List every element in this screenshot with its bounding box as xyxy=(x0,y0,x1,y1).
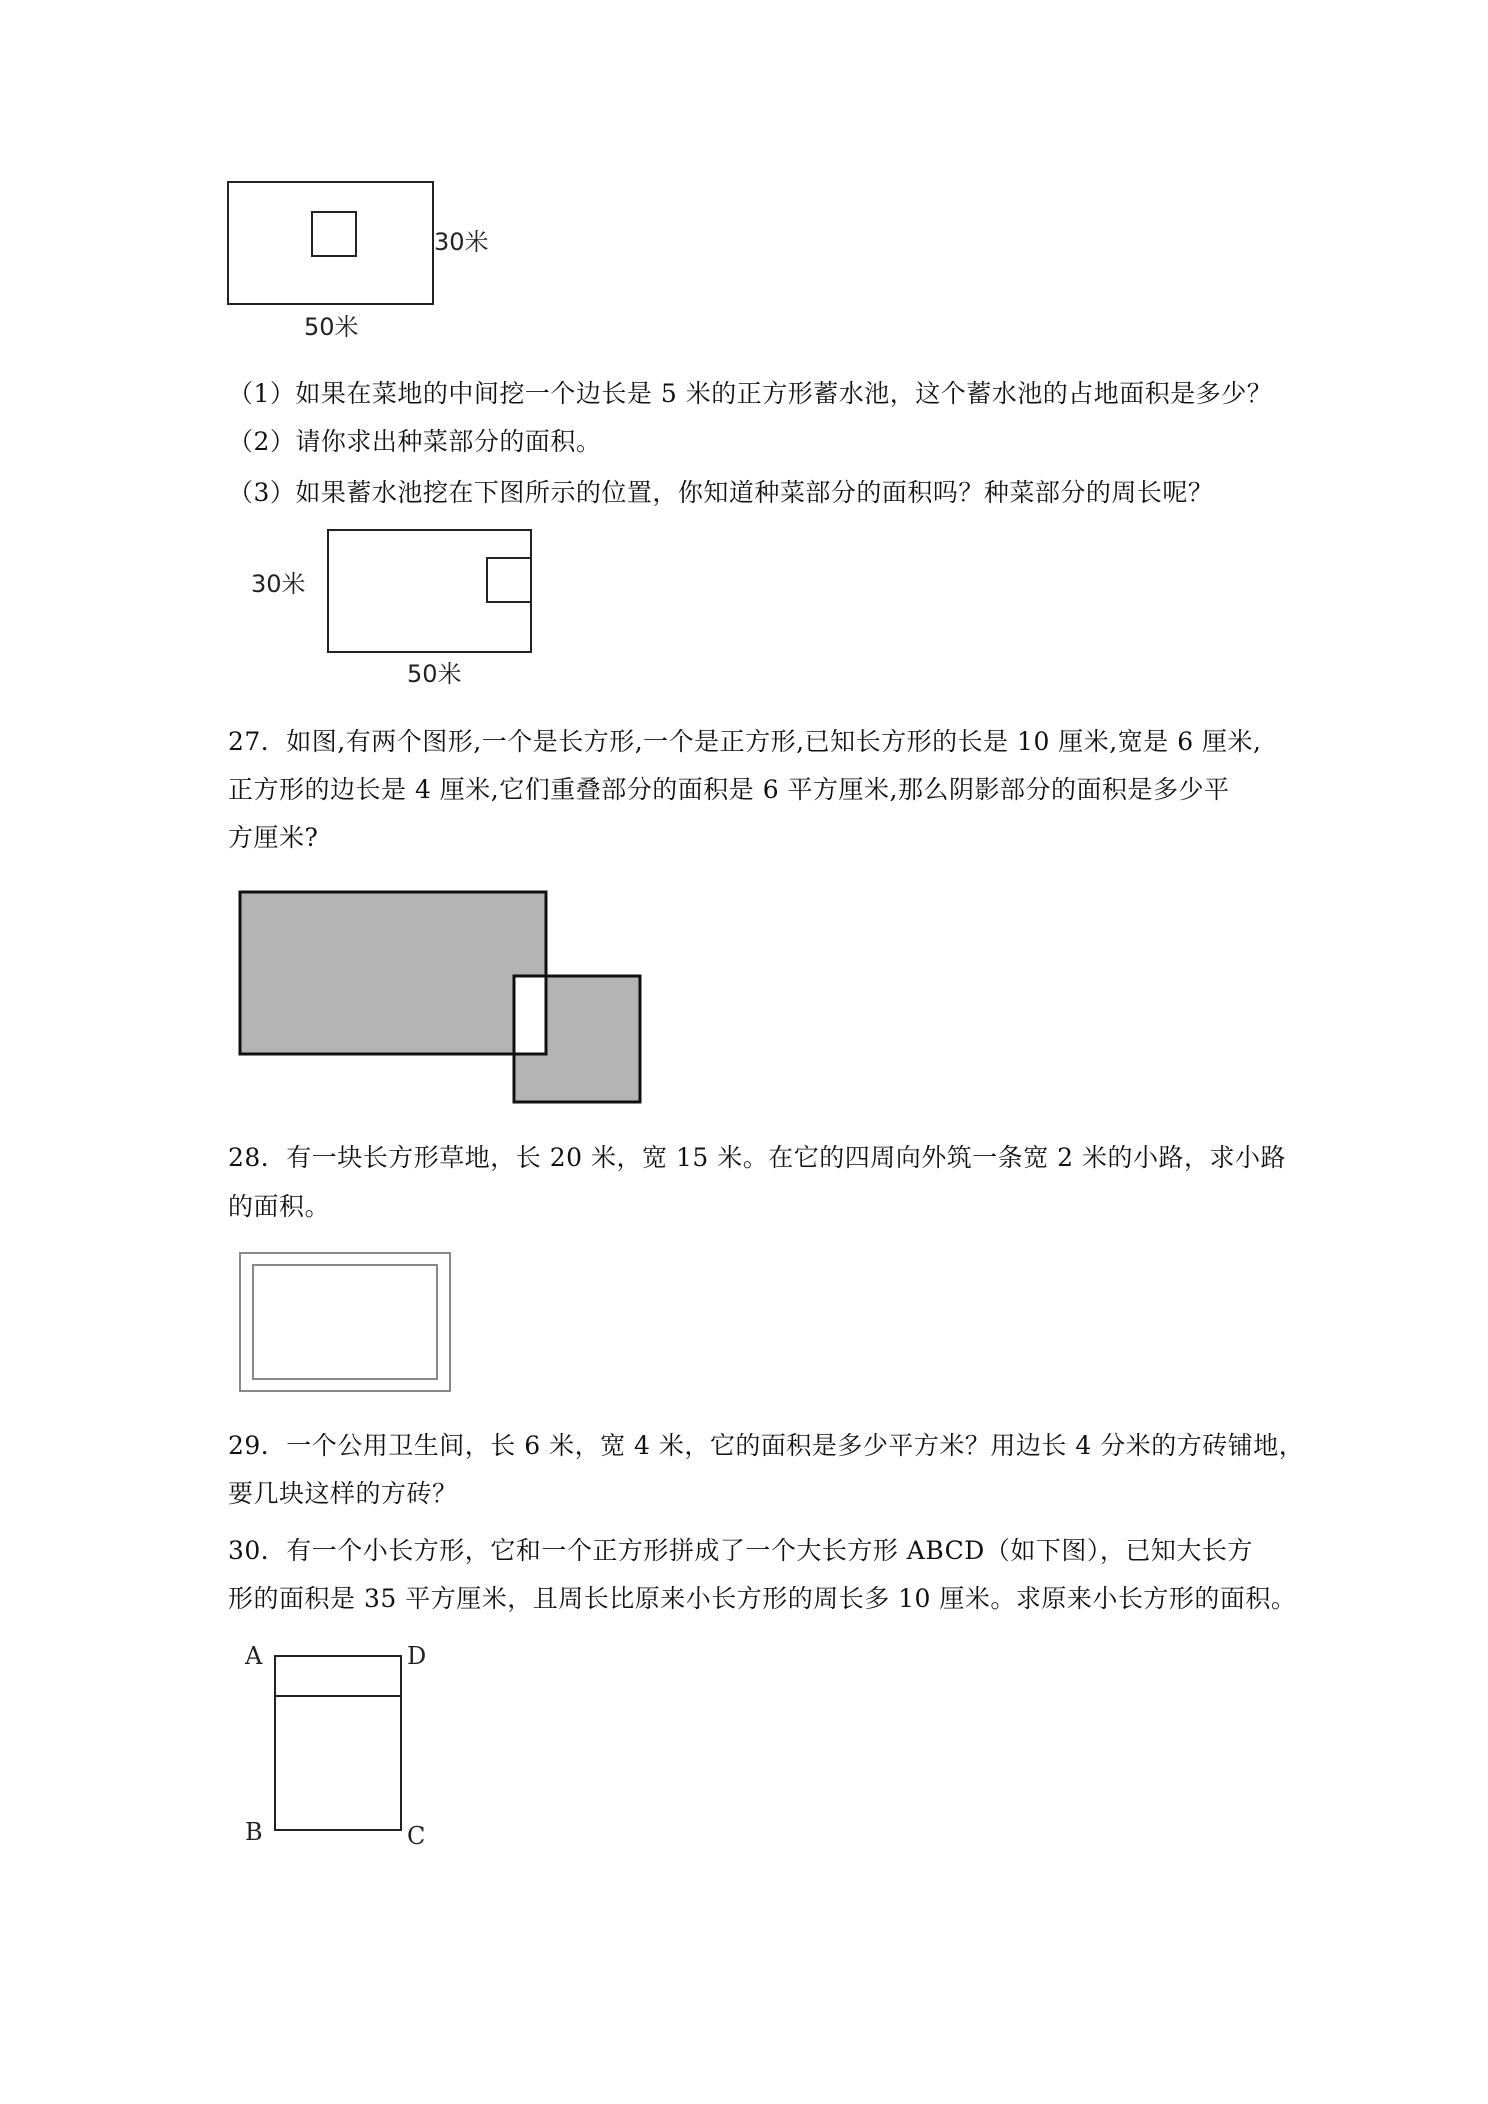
q26-part2: （2）请你求出种菜部分的面积。 xyxy=(228,427,602,456)
q30-line1: 30．有一个小长方形，它和一个正方形拼成了一个大长方形 ABCD（如下图），已知大长方 xyxy=(228,1536,1253,1565)
height-label: 30米 xyxy=(251,570,306,598)
height-label: 30米 xyxy=(434,228,489,256)
corner-label-c: C xyxy=(407,1822,426,1850)
shaded-rectangle xyxy=(240,892,546,1054)
garden-rectangle xyxy=(328,530,531,652)
figure-garden-center-pool xyxy=(220,170,520,345)
q28-line1: 28．有一块长方形草地，长 20 米，宽 15 米。在它的四周向外筑一条宽 2 米的小路，求小路 xyxy=(228,1143,1287,1172)
corner-label-d: D xyxy=(407,1642,427,1670)
corner-label-b: B xyxy=(245,1818,263,1846)
width-label: 50米 xyxy=(407,660,462,688)
width-label: 50米 xyxy=(304,313,359,341)
q27-line1: 27．如图,有两个图形,一个是长方形,一个是正方形,已知长方形的长是 10 厘米,宽是 6 厘米, xyxy=(228,727,1262,756)
garden-rectangle xyxy=(228,182,433,304)
figure-lawn-path xyxy=(230,1245,460,1400)
q26-part1: （1）如果在菜地的中间挖一个边长是 5 米的正方形蓄水池，这个蓄水池的占地面积是多少？ xyxy=(228,379,1273,408)
pool-square xyxy=(312,212,356,256)
outer-path-boundary xyxy=(240,1253,450,1391)
q28-line2: 的面积。 xyxy=(228,1192,331,1221)
q26-part3: （3）如果蓄水池挖在下图所示的位置，你知道种菜部分的面积吗？种菜部分的周长呢？ xyxy=(228,478,1214,507)
figure-overlap-shapes xyxy=(230,880,650,1110)
corner-label-a: A xyxy=(245,1642,263,1670)
q29-line1: 29．一个公用卫生间，长 6 米，宽 4 米，它的面积是多少平方米？用边长 4 分米的方砖铺地， xyxy=(228,1431,1305,1460)
q30-line2: 形的面积是 35 平方厘米，且周长比原来小长方形的周长多 10 厘米。求原来小长方形的面积。 xyxy=(228,1584,1297,1613)
q27-line3: 方厘米? xyxy=(228,823,319,852)
overlap-region xyxy=(514,976,546,1054)
lawn-rectangle xyxy=(253,1265,437,1379)
pool-square xyxy=(487,558,531,602)
big-rectangle xyxy=(275,1656,401,1830)
q27-line2: 正方形的边长是 4 厘米,它们重叠部分的面积是 6 平方厘米,那么阴影部分的面积是多少平 xyxy=(228,775,1230,804)
figure-garden-edge-pool xyxy=(245,522,545,697)
figure-rectangle-abcd xyxy=(235,1640,455,1855)
q29-line2: 要几块这样的方砖？ xyxy=(228,1479,458,1508)
